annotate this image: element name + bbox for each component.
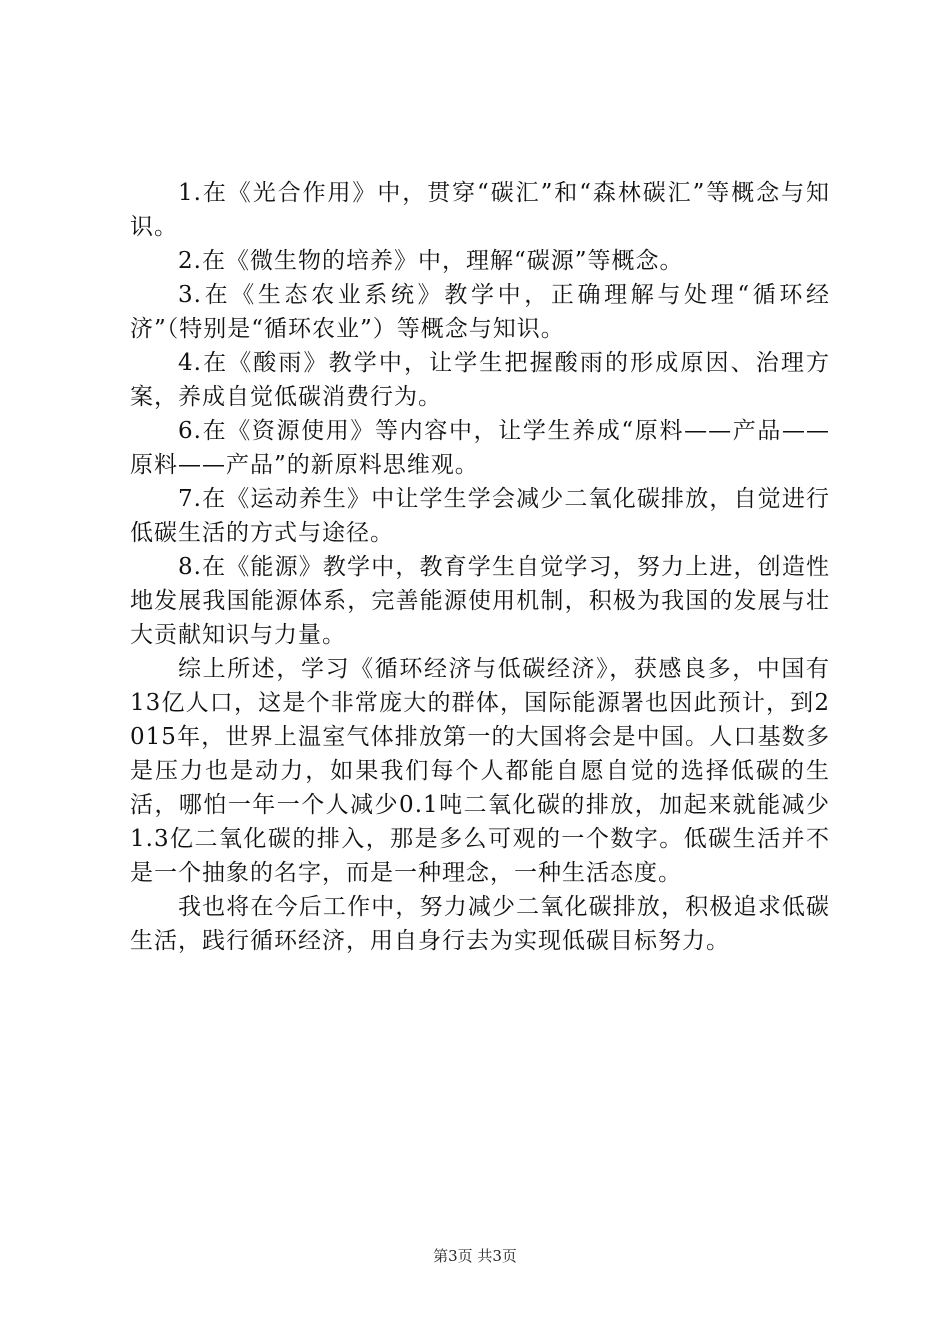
paragraph-energy: 8.在《能源》教学中，教育学生自觉学习，努力上进，创造性地发展我国能源体系，完善能源使用机制，积极为我国的发展与壮大贡献知识与力量。 xyxy=(130,554,830,648)
paragraph-acid-rain: 4.在《酸雨》教学中，让学生把握酸雨的形成原因、治理方案，养成自觉低碳消费行为。 xyxy=(130,350,830,410)
paragraph-microbe-culture: 2.在《微生物的培养》中，理解“碳源”等概念。 xyxy=(178,248,684,274)
page-footer: 第3页 共3页 xyxy=(433,1247,517,1265)
paragraph-eco-agriculture: 3.在《生态农业系统》教学中，正确理解与处理“循环经济”（特别是“循环农业”）等概念与知识。 xyxy=(130,282,830,342)
paragraph-summary: 综上所述，学习《循环经济与低碳经济》，获感良多，中国有13亿人口，这是个非常庞大的群体，国际能源署也因此预计，到2015年，世界上温室气体排放第一的大国将会是中国。人口基数多是压力也是动力，如果我们每个人都能自愿自觉的选择低碳的生活，哪怕一年一个人减少0.1吨二氧化碳的排放，加起来就能减少1.3亿二氧化碳的排入，那是多么可观的一个数字。低碳生活并不是一个抽象的名字，而是一种理念，一种生活态度。 xyxy=(130,656,830,886)
paragraph-resource-use: 6.在《资源使用》等内容中，让学生养成“原料——产品——原料——产品”的新原料思维观。 xyxy=(130,418,830,478)
paragraph-photosynthesis: 1.在《光合作用》中，贯穿“碳汇”和“森林碳汇”等概念与知识。 xyxy=(130,180,830,240)
paragraph-exercise-health: 7.在《运动养生》中让学生学会减少二氧化碳排放，自觉进行低碳生活的方式与途径。 xyxy=(130,486,830,546)
body-text xyxy=(130,176,830,958)
paragraph-conclusion: 我也将在今后工作中，努力减少二氧化碳排放，积极追求低碳生活，践行循环经济，用自身行去为实现低碳目标努力。 xyxy=(130,894,830,954)
